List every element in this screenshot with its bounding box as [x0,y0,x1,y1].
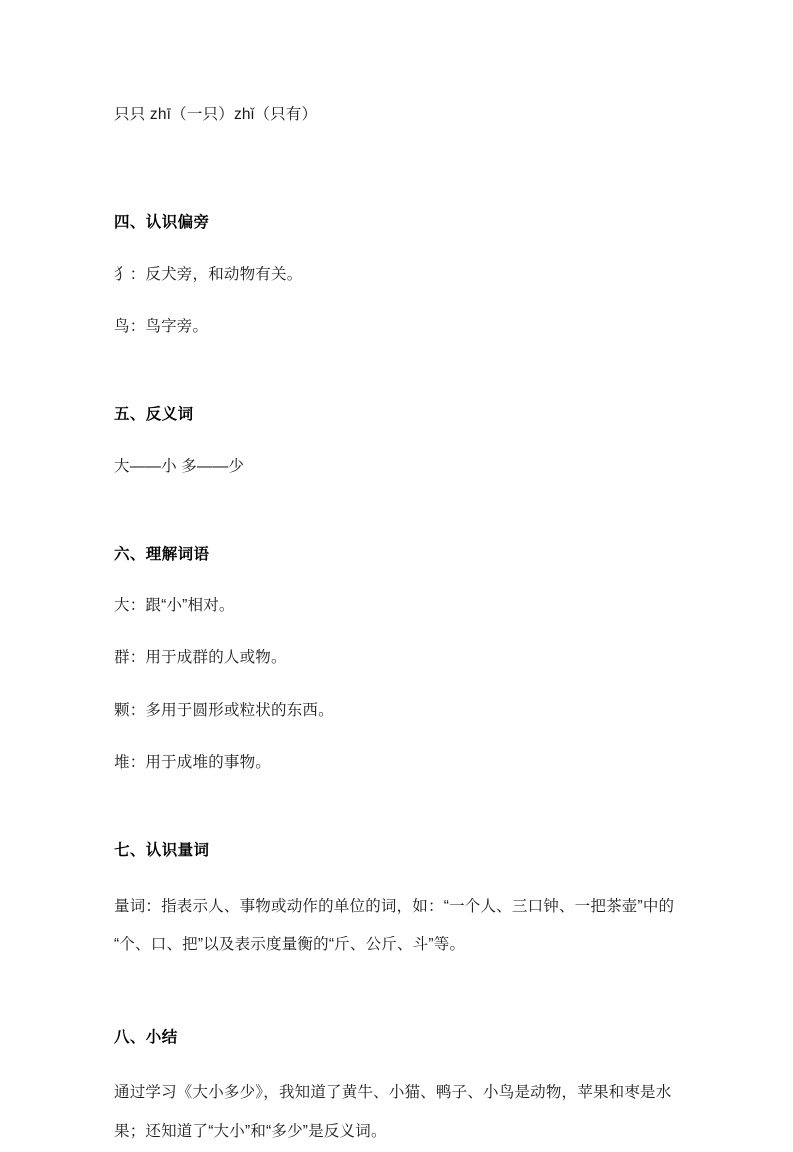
section-content [114,591,699,778]
section-heading: 六、理解词语 [114,545,210,563]
section-content [114,260,699,342]
section-understand-words [114,540,699,778]
content-line: 颗：多用于圆形或粒状的东西。 [114,701,334,719]
content-line: 通过学习《大小多少》，我知道了黄牛、小猫、鸭子、小鸟是动物，苹果和枣是水果；还知道了“大小”和“多少”是反义词。 [114,1084,672,1141]
content-line: 群：用于成群的人或物。 [114,649,287,667]
pinyin-lead-line: 只只 zhī（一只）zhǐ（只有） [114,106,318,123]
section-heading: 四、认识偏旁 [114,214,210,232]
section-heading: 七、认识量词 [114,842,210,860]
section-recognize-radicals [114,208,699,342]
content-line: 量词：指表示人、事物或动作的单位的词，如：“一个人、三口钟、一把茶壶”中的“个、口、把”以及表示度量衡的“斤、公斤、斗”等。 [114,897,675,954]
content-line: 大：跟“小”相对。 [114,597,235,615]
section-content [114,452,699,482]
section-antonyms [114,400,699,482]
content-line: 鸟：鸟字旁。 [114,317,209,335]
section-content [114,1074,699,1152]
content-line: 堆：用于成堆的事物。 [114,753,272,771]
document-body [114,100,699,1152]
section-measure-words [114,836,699,965]
content-line: 大——小 多——少 [114,457,245,475]
section-heading: 八、小结 [114,1029,178,1046]
section-summary [114,1023,699,1152]
section-content [114,888,699,966]
content-line: 犭：反犬旁，和动物有关。 [114,265,303,283]
section-heading: 五、反义词 [114,406,194,424]
